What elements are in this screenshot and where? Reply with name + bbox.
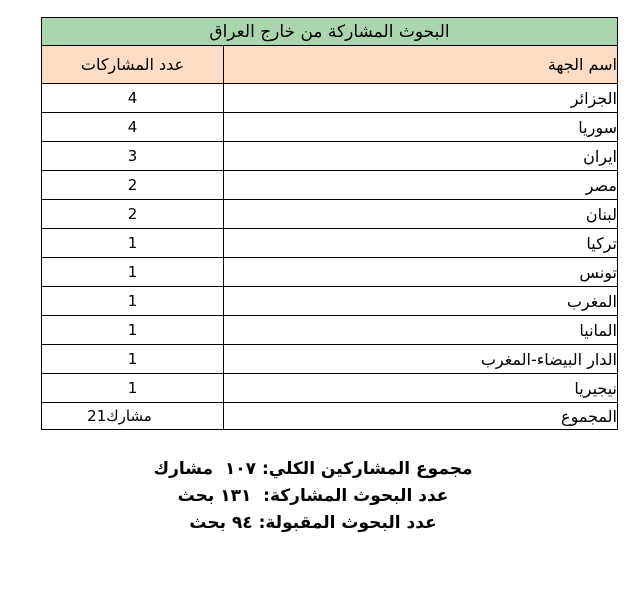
entity-name-cell: المغرب bbox=[224, 287, 618, 316]
count-cell: 2 bbox=[42, 171, 224, 200]
entity-name-cell: الدار البيضاء-المغرب bbox=[224, 345, 618, 374]
table-row bbox=[42, 345, 618, 374]
entity-name-cell: المانيا bbox=[224, 316, 618, 345]
title-row bbox=[42, 18, 618, 46]
total-row bbox=[42, 403, 618, 430]
table-row bbox=[42, 142, 618, 171]
summary-total-participants: مجموع المشاركين الكلي: ١٠٧ مشارك bbox=[153, 459, 473, 479]
table-row bbox=[42, 171, 618, 200]
count-cell: 4 bbox=[42, 84, 224, 113]
table-body bbox=[42, 84, 618, 403]
table-row bbox=[42, 229, 618, 258]
count-cell: 3 bbox=[42, 142, 224, 171]
column-header-entity-name: اسم الجهة bbox=[224, 46, 618, 84]
entity-name-cell: سوريا bbox=[224, 113, 618, 142]
entity-name-cell: تركيا bbox=[224, 229, 618, 258]
count-cell: 1 bbox=[42, 374, 224, 403]
table-title: البحوث المشاركة من خارج العراق bbox=[42, 18, 618, 46]
entity-name-cell: ايران bbox=[224, 142, 618, 171]
summary-accepted-research: عدد البحوث المقبولة: ٩٤ بحث bbox=[189, 513, 437, 533]
column-header-participation-count: عدد المشاركات bbox=[42, 46, 224, 84]
table-row bbox=[42, 113, 618, 142]
count-cell: 1 bbox=[42, 316, 224, 345]
table-row bbox=[42, 84, 618, 113]
count-cell: 2 bbox=[42, 200, 224, 229]
table-row bbox=[42, 287, 618, 316]
table-row bbox=[42, 200, 618, 229]
participation-table bbox=[41, 17, 618, 430]
table-row bbox=[42, 258, 618, 287]
column-header-row bbox=[42, 46, 618, 84]
table-row bbox=[42, 316, 618, 345]
entity-name-cell: لبنان bbox=[224, 200, 618, 229]
count-cell: 4 bbox=[42, 113, 224, 142]
summary-block bbox=[0, 456, 626, 537]
count-cell: 1 bbox=[42, 287, 224, 316]
entity-name-cell: الجزائر bbox=[224, 84, 618, 113]
count-cell: 1 bbox=[42, 229, 224, 258]
entity-name-cell: تونس bbox=[224, 258, 618, 287]
total-count-cell: مشارك21 bbox=[42, 403, 224, 430]
count-cell: 1 bbox=[42, 258, 224, 287]
table-row bbox=[42, 374, 618, 403]
total-label-cell: المجموع bbox=[224, 403, 618, 430]
table-footer bbox=[42, 403, 618, 430]
summary-submitted-research: عدد البحوث المشاركة: ١٣١ بحث bbox=[177, 486, 449, 506]
entity-name-cell: مصر bbox=[224, 171, 618, 200]
entity-name-cell: نيجيريا bbox=[224, 374, 618, 403]
count-cell: 1 bbox=[42, 345, 224, 374]
